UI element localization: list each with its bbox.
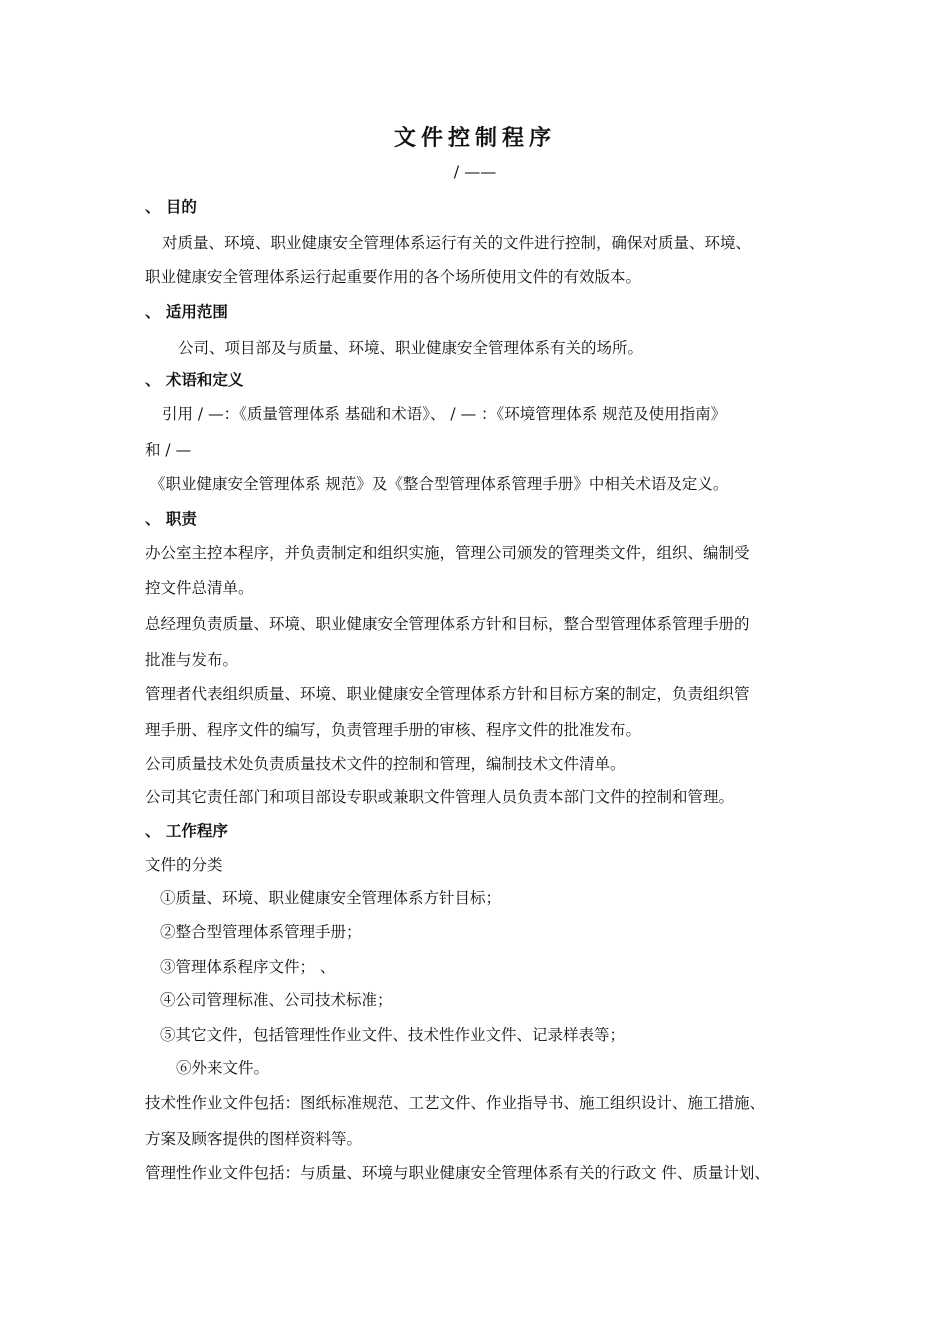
- list-item: ⑤其它文件，包括管理性作业文件、技术性作业文件、记录样表等；: [160, 1026, 626, 1044]
- paragraph-line: 技术性作业文件包括：图纸标准规范、工艺文件、作业指导书、施工组织设计、施工措施、: [145, 1094, 766, 1112]
- paragraph-line: 职业健康安全管理体系运行起重要作用的各个场所使用文件的有效版本。: [145, 268, 642, 286]
- paragraph-line: 引用 / —：《质量管理体系 基础和术语》、 / — ：《环境管理体系 规范及使用指南》: [162, 405, 727, 423]
- paragraph-line: 公司、项目部及与质量、环境、职业健康安全管理体系有关的场所。: [178, 339, 644, 357]
- list-item: ⑥外来文件。: [176, 1059, 270, 1077]
- paragraph-line: 方案及顾客提供的图样资料等。: [145, 1130, 363, 1148]
- list-item: ④公司管理标准、公司技术标准；: [160, 991, 393, 1009]
- paragraph-line: 管理性作业文件包括：与质量、环境与职业健康安全管理体系有关的行政文 件、质量计划、: [145, 1164, 770, 1182]
- paragraph-line: 管理者代表组织质量、环境、职业健康安全管理体系方针和目标方案的制定，负责组织管: [145, 685, 750, 703]
- list-item: ②整合型管理体系管理手册；: [160, 923, 362, 941]
- paragraph-line: 控文件总清单。: [145, 579, 254, 597]
- page-title: 文件控制程序: [393, 125, 556, 151]
- paragraph-line: 办公室主控本程序，并负责制定和组织实施，管理公司颁发的管理类文件，组织、编制受: [145, 544, 750, 562]
- paragraph-line: 文件的分类: [145, 856, 223, 874]
- paragraph-line: 对质量、环境、职业健康安全管理体系运行有关的文件进行控制，确保对质量、环境、: [162, 234, 752, 252]
- paragraph-line: 和 / —: [145, 441, 192, 459]
- paragraph-line: 批准与发布。: [145, 651, 239, 669]
- paragraph-line: 总经理负责质量、环境、职业健康安全管理体系方针和目标，整合型管理体系管理手册的: [145, 615, 750, 633]
- list-item: ①质量、环境、职业健康安全管理体系方针目标；: [160, 889, 502, 907]
- document-code: / ——: [453, 162, 497, 181]
- paragraph-line: 公司质量技术处负责质量技术文件的控制和管理，编制技术文件清单。: [145, 755, 626, 773]
- section-heading-responsibilities: 、 职责: [145, 509, 197, 528]
- list-item: ③管理体系程序文件； 、: [160, 958, 336, 976]
- paragraph-line: 公司其它责任部门和项目部设专职或兼职文件管理人员负责本部门文件的控制和管理。: [145, 788, 735, 806]
- section-heading-procedure: 、 工作程序: [145, 821, 228, 840]
- paragraph-line: 《职业健康安全管理体系 规范》及《整合型管理体系管理手册》中相关术语及定义。: [150, 475, 729, 493]
- section-heading-scope: 、 适用范围: [145, 302, 228, 321]
- section-heading-terms: 、 术语和定义: [145, 370, 244, 389]
- paragraph-line: 理手册、程序文件的编写，负责管理手册的审核、程序文件的批准发布。: [145, 721, 642, 739]
- section-heading-purpose: 、 目的: [145, 197, 197, 216]
